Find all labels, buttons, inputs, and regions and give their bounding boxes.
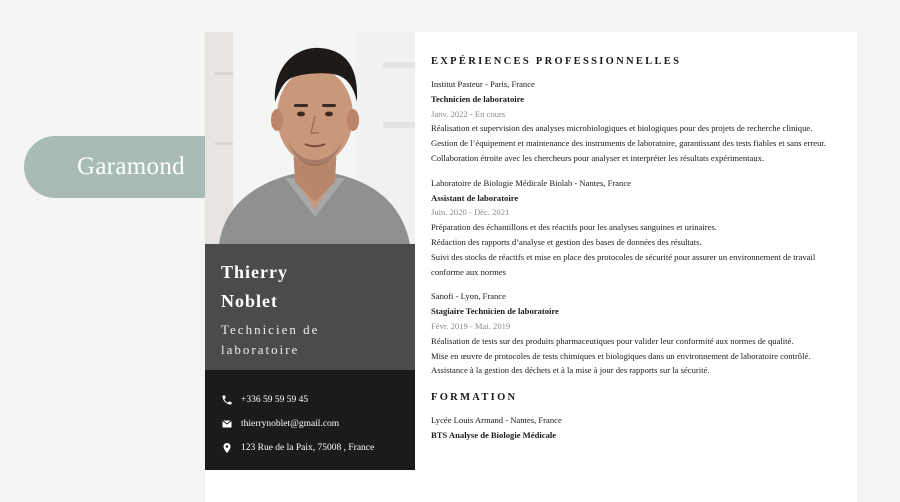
entry-date: Janv. 2022 - En cours (431, 108, 506, 119)
profile-photo (205, 32, 415, 244)
experience-entry (431, 77, 846, 166)
entry-title: Technicien de laboratoire (431, 93, 525, 104)
entry-desc-line: Mise en œuvre de protocoles de tests chimiques et biologiques dans un environnement de laboratoire contrôlé. (431, 350, 811, 361)
phone-icon (221, 394, 233, 406)
entry-desc-line: Réalisation et supervision des analyses microbiologiques et biologiques pour des projets de recherche clinique. (431, 123, 813, 134)
cv-page (205, 32, 857, 502)
job-title-line2: laboratoire (221, 342, 300, 357)
entry-desc-line: Assistance à la gestion des déchets et à la mise à jour des rapports sur la sécurité. (431, 365, 710, 376)
contact-block (205, 370, 415, 470)
last-name: Noblet (221, 291, 278, 311)
entry-desc-line: Rédaction des rapports d’analyse et gestion des bases de données des résultats. (431, 236, 702, 247)
entry-desc-line: Préparation des échantillons et des réactifs pour les analyses sanguines et urinaires. (431, 222, 717, 233)
entry-desc-line: Réalisation de tests sur des produits pharmaceutiques pour valider leur conformité aux normes de qualité. (431, 335, 794, 346)
candidate-name (221, 258, 401, 316)
experience-section-title: EXPÉRIENCES PROFESSIONNELLES (431, 56, 682, 67)
job-title-line1: Technicien de (221, 322, 320, 337)
entry-title: Stagiaire Technicien de laboratoire (431, 306, 559, 317)
profile-photo-illustration (205, 32, 415, 244)
phone-number: +336 59 59 59 45 (241, 395, 309, 405)
contact-email (221, 416, 339, 432)
entry-org: Laboratoire de Biologie Médicale Biolab - Nantes, France (431, 177, 631, 188)
postal-address: 123 Rue de la Paix, 75008 , France (241, 443, 375, 453)
experience-entry (431, 289, 846, 378)
entry-date: Févr. 2019 - Mai. 2019 (431, 320, 511, 331)
cv-main-content (431, 56, 846, 453)
email-icon (221, 418, 233, 430)
entry-org: Institut Pasteur - Paris, France (431, 79, 535, 89)
entry-desc-line: Suivi des stocks de réactifs et mise en place des protocoles de sécurité pour assurer un environnement de travail conforme aux normes (431, 251, 816, 277)
font-badge-label: Garamond (77, 153, 185, 180)
experience-entry (431, 176, 846, 280)
job-title (221, 320, 401, 360)
first-name: Thierry (221, 262, 288, 282)
formation-entry (431, 413, 846, 443)
email-address: thierrynoblet@gmail.com (241, 419, 340, 429)
contact-address (221, 440, 374, 456)
name-block (205, 244, 415, 370)
entry-date: Juin. 2020 - Déc. 2021 (431, 207, 510, 218)
entry-title: BTS Analyse de Biologie Médicale (431, 429, 557, 440)
formation-section-title: FORMATION (431, 392, 518, 404)
entry-org: Sanofi - Lyon, France (431, 291, 506, 302)
entry-desc-line: Collaboration étroite avec les chercheurs pour analyser et interpréter les résultats expérimentaux. (431, 152, 765, 163)
entry-desc-line: Gestion de l’équipement et maintenance des instruments de laboratoire, garantissant des tests fiables et sans erreur. (431, 138, 826, 149)
contact-phone (221, 392, 308, 408)
cv-sidebar (205, 32, 415, 502)
entry-org: Lycée Louis Armand - Nantes, France (431, 415, 562, 426)
entry-title: Assistant de laboratoire (431, 192, 519, 203)
location-icon (221, 442, 233, 454)
